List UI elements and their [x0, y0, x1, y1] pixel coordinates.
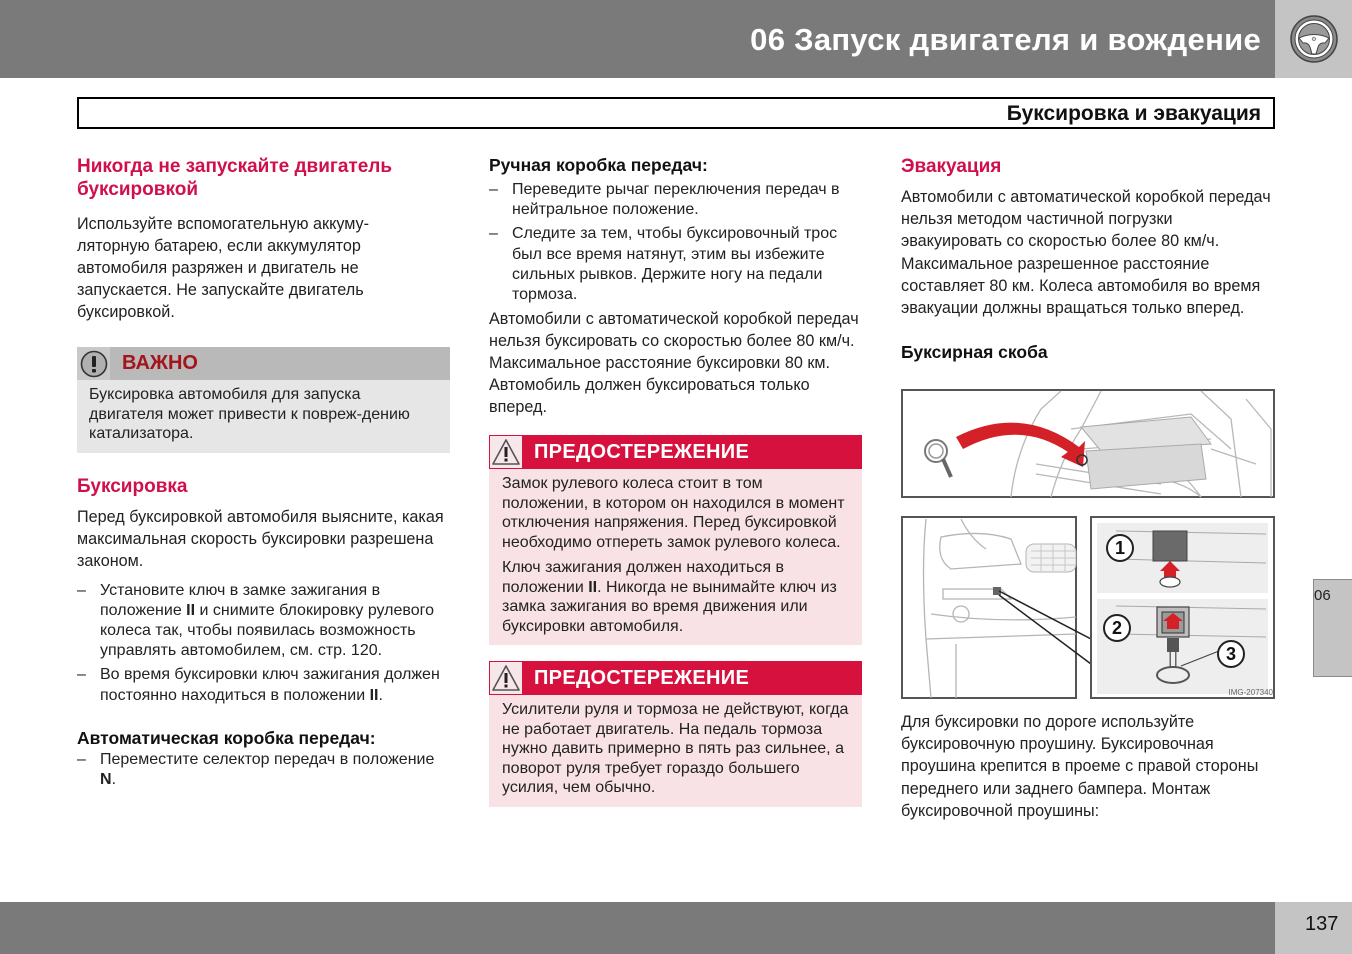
column-left	[77, 155, 450, 790]
important-notice	[77, 347, 450, 453]
warning-power-assist	[489, 661, 862, 807]
warning-header	[489, 661, 862, 695]
warning-triangle-icon	[489, 661, 523, 695]
page-number-box	[1275, 902, 1352, 954]
footer-bar	[0, 902, 1275, 954]
paragraph-towing-speed: Перед буксировкой автомобиля выясните, какая максимальная скорость буксировки разрешена законом.	[77, 507, 444, 570]
exclamation-circle-icon	[77, 347, 110, 380]
paragraph-evacuation: Автомобили с автоматической коробкой передач нельзя методом частичной погрузки эвакуировать со скоростью более 80 км/ч. Максимальное разрешенное расстояние составляет 80 км. Колеса автомобиля во время эвакуации должны вращаться только вперед.	[901, 188, 1271, 318]
chapter-tab-label: 06	[1314, 587, 1331, 604]
paragraph-automatic-towing: Автомобили с автоматической коробкой передач нельзя буксировать со скоростью более 80 км/ч. Максимальное расстояние буксировки 80 км. Автомобиль должен буксироваться только вперед.	[489, 310, 859, 417]
warning-label: ПРЕДОСТЕРЕЖЕНИЕ	[534, 440, 750, 463]
warning-label: ПРЕДОСТЕРЕЖЕНИЕ	[534, 666, 750, 689]
chapter-title: 06 Запуск двигателя и вождение	[750, 22, 1261, 57]
list-item: – Переведите рычаг переключения передач в нейтральное положение.	[489, 180, 862, 220]
manual-steps-list	[489, 180, 862, 305]
chapter-header-bar	[0, 0, 1275, 78]
callout-3: 3	[1225, 644, 1237, 664]
section-title-bar	[77, 97, 1275, 129]
chapter-icon-box	[1275, 0, 1352, 78]
warning-text: Замок рулевого колеса стоит в том положении, в котором он находился в момент отключения напряжения. Перед буксировкой необходимо отпереть замок рулевого колеса. Ключ зажигания должен находиться в положении II. Никогда не вынимайте ключ из замка зажигания во время движения или буксировки автомобиля.	[502, 475, 845, 635]
warning-text: Усилители руля и тормоза не действуют, когда не работает двигатель. На педаль тормоза нужно давить примерно в пять раз сильнее, а поворот руля требует гораздо большего усилия, чем обычно.	[502, 701, 849, 797]
chapter-side-tab[interactable]	[1313, 579, 1352, 677]
heading-manual-transmission: Ручная коробка передач:	[489, 155, 708, 175]
column-right-lower	[901, 711, 1275, 822]
paragraph-battery: Используйте вспомогательную аккуму-ляторную батарею, если аккумулятор автомобиля разряжен и двигатель не запускается. Не запускайте двигатель буксировкой.	[77, 215, 370, 321]
warning-steering-lock	[489, 435, 862, 645]
column-right	[901, 155, 1275, 363]
warning-triangle-icon	[489, 435, 523, 469]
section-title: Буксировка и эвакуация	[1006, 102, 1261, 125]
svg-text:IMG-207340: IMG-207340	[1228, 688, 1273, 697]
warning-header	[489, 435, 862, 469]
list-item: – Переместите селектор передач в положение N.	[77, 750, 450, 790]
steering-wheel-icon	[1289, 14, 1339, 64]
callout-1: 1	[1114, 538, 1126, 558]
heading-never-tow-start: Никогда не запускайте двигатель буксировкой	[77, 156, 393, 200]
column-middle	[489, 155, 862, 807]
heading-tow-eye: Буксирная скоба	[901, 342, 1048, 363]
heading-towing: Буксировка	[77, 475, 188, 497]
important-text: Буксировка автомобиля для запуска двигателя может привести к повреж-дению катализатора.	[89, 386, 410, 442]
list-item: – Установите ключ в замке зажигания в положение II и снимите блокировку рулевого колеса так, чтобы появилась возможность управлять автомобилем, см. стр. 120.	[77, 581, 450, 662]
towing-steps-list	[77, 581, 450, 706]
automatic-steps-list	[77, 750, 450, 790]
paragraph-tow-eye: Для буксировки по дороге используйте буксировочную проушину. Буксировочная проушина крепится в проеме с правой стороны переднего или заднего бампера. Монтаж буксировочной проушины:	[901, 713, 1259, 820]
page-number: 137	[1305, 913, 1339, 935]
list-item: – Следите за тем, чтобы буксировочный трос был все время натянут, этим вы избежите сильных рывков. Держите ногу на педали тормоза.	[489, 224, 862, 305]
heading-automatic-transmission: Автоматическая коробка передач:	[77, 727, 376, 748]
important-header	[77, 347, 450, 380]
tow-eye-illustration	[901, 389, 1275, 699]
important-label: ВАЖНО	[122, 352, 198, 374]
heading-evacuation: Эвакуация	[901, 156, 1002, 177]
list-item: – Во время буксировки ключ зажигания должен постоянно находиться в положении II.	[77, 665, 450, 705]
callout-2: 2	[1111, 618, 1123, 638]
svg-text:⚙: ⚙	[1310, 37, 1317, 43]
